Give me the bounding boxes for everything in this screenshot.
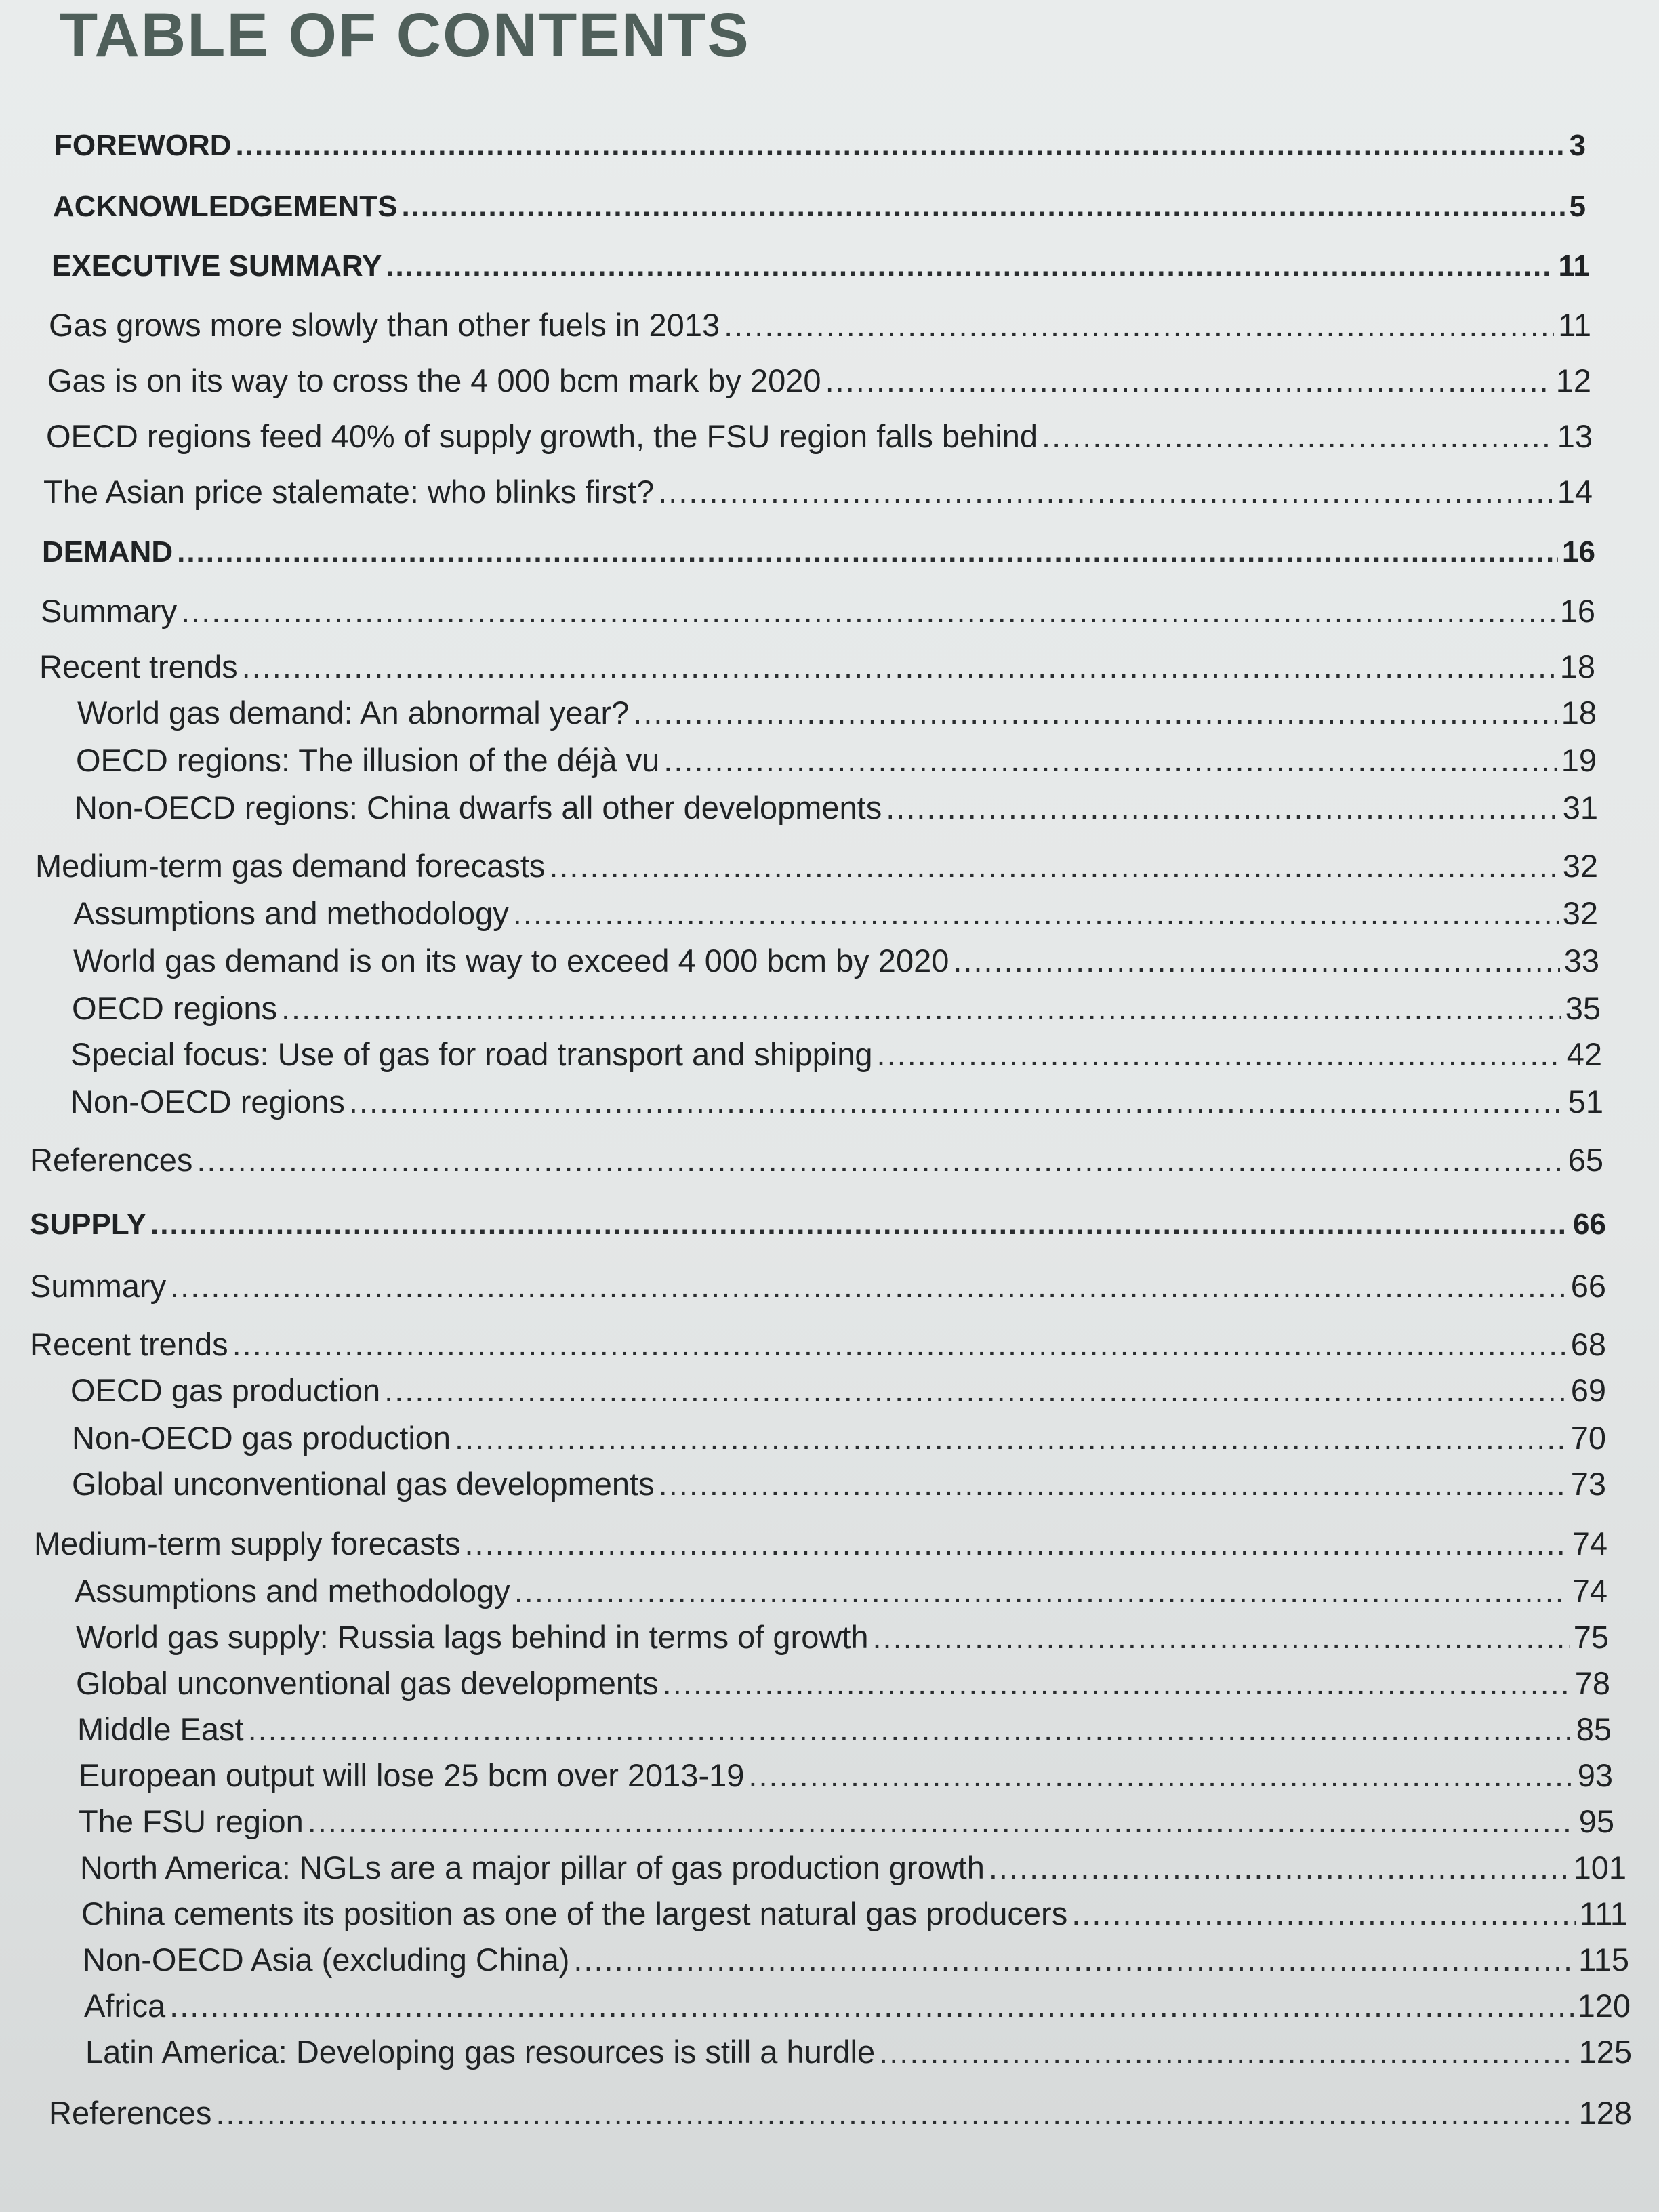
toc-entry[interactable] [70, 1036, 1602, 1083]
dot-leader [170, 1267, 1567, 1305]
toc-entry[interactable] [43, 473, 1593, 520]
toc-entry-page: 32 [1562, 895, 1598, 931]
toc-entry[interactable] [52, 249, 1590, 297]
dot-leader [177, 535, 1558, 569]
toc-entry-page: 69 [1570, 1372, 1606, 1408]
dot-leader [658, 473, 1553, 510]
toc-entry[interactable] [53, 190, 1586, 237]
toc-entry-page: 111 [1579, 1896, 1628, 1931]
toc-entry[interactable] [76, 741, 1597, 789]
toc-entry[interactable] [73, 942, 1599, 989]
toc-entry-page: 128 [1578, 2095, 1632, 2131]
toc-entry-page: 68 [1570, 1326, 1606, 1362]
toc-entry[interactable] [46, 417, 1593, 465]
toc-entry[interactable] [70, 1372, 1606, 1419]
toc-entry-page: 115 [1578, 1942, 1629, 1978]
toc-entry-label: ACKNOWLEDGEMENTS [53, 190, 398, 223]
toc-entry[interactable] [35, 847, 1598, 895]
toc-entry[interactable] [72, 989, 1601, 1037]
toc-entry-label: OECD regions feed 40% of supply growth, the FSU region falls behind [46, 418, 1038, 454]
dot-leader [308, 1803, 1575, 1840]
toc-entry-page: 74 [1572, 1525, 1607, 1561]
toc-entry[interactable] [81, 1895, 1628, 1942]
toc-entry-label: World gas supply: Russia lags behind in terms of growth [76, 1619, 869, 1655]
toc-entry[interactable] [42, 535, 1595, 583]
dot-leader [216, 2094, 1574, 2131]
toc-entry[interactable] [77, 1711, 1612, 1758]
dot-leader [633, 694, 1557, 731]
dot-leader [464, 1525, 1568, 1562]
toc-entry-page: 31 [1562, 790, 1598, 825]
dot-leader [663, 741, 1557, 779]
toc-entry-label: DEMAND [42, 535, 173, 569]
toc-entry-page: 16 [1562, 535, 1595, 569]
toc-entry-label: OECD gas production [70, 1372, 381, 1408]
toc-entry-page: 66 [1573, 1208, 1606, 1241]
dot-leader [877, 1036, 1563, 1073]
dot-leader [549, 847, 1558, 884]
toc-entry-page: 12 [1555, 363, 1591, 398]
toc-entry-page: 93 [1577, 1757, 1613, 1793]
toc-entry[interactable] [30, 1141, 1603, 1189]
toc-entry[interactable] [70, 1083, 1603, 1130]
toc-entry-page: 11 [1558, 249, 1590, 283]
toc-entry-page: 120 [1577, 1988, 1631, 2024]
toc-entry-page: 78 [1574, 1665, 1610, 1701]
toc-entry-page: 66 [1570, 1268, 1606, 1304]
toc-entry-page: 85 [1576, 1711, 1612, 1747]
toc-entry-label: World gas demand is on its way to exceed 4 000 bcm by 2020 [73, 943, 949, 979]
dot-leader [953, 942, 1559, 979]
toc-entry-page: 14 [1557, 474, 1593, 510]
dot-leader [989, 1849, 1570, 1886]
toc-entry-page: 11 [1558, 307, 1591, 343]
dot-leader [659, 1465, 1567, 1502]
toc-entry[interactable] [54, 129, 1586, 176]
toc-entry-label: Latin America: Developing gas resources is still a hurdle [85, 2034, 876, 2070]
toc-entry-page: 95 [1578, 1803, 1614, 1839]
toc-entry-page: 33 [1563, 943, 1599, 979]
toc-entry-label: The Asian price stalemate: who blinks first? [43, 474, 655, 510]
toc-entry[interactable] [80, 1849, 1626, 1896]
dot-leader [513, 895, 1559, 932]
dot-leader [514, 1572, 1568, 1610]
dot-leader [169, 1987, 1573, 2024]
dot-leader [455, 1419, 1567, 1456]
dot-leader [236, 129, 1565, 163]
toc-entry-label: The FSU region [79, 1803, 304, 1839]
toc-entry-label: Summary [41, 593, 178, 629]
toc-entry[interactable] [72, 1419, 1606, 1467]
toc-entry[interactable] [49, 2094, 1632, 2142]
toc-entry-page: 19 [1561, 742, 1597, 778]
dot-leader [197, 1141, 1563, 1179]
toc-entry[interactable] [75, 789, 1598, 836]
toc-entry-label: References [49, 2095, 212, 2131]
toc-entry-page: 3 [1569, 129, 1586, 162]
dot-leader [232, 1326, 1567, 1363]
toc-entry-label: Global unconventional gas developments [72, 1466, 655, 1502]
toc-entry-label: Middle East [77, 1711, 244, 1747]
toc-entry[interactable] [77, 694, 1597, 741]
toc-entry[interactable] [41, 592, 1595, 640]
dot-leader [872, 1618, 1569, 1656]
toc-entry-label: References [30, 1142, 193, 1178]
toc-entry-label: Summary [30, 1268, 167, 1304]
toc-entry-label: Gas is on its way to cross the 4 000 bcm mark by 2020 [47, 363, 821, 398]
toc-entry[interactable] [76, 1664, 1610, 1712]
toc-entry-page: 18 [1561, 695, 1597, 731]
toc-entry-label: European output will lose 25 bcm over 2013-19 [79, 1757, 745, 1793]
dot-leader [386, 249, 1554, 283]
toc-entry[interactable] [34, 1525, 1607, 1572]
toc-entry-label: North America: NGLs are a major pillar of gas production growth [80, 1849, 985, 1885]
dot-leader [886, 789, 1558, 826]
toc-entry-page: 65 [1568, 1142, 1603, 1178]
toc-entry-label: Recent trends [30, 1326, 228, 1362]
toc-entry-page: 74 [1572, 1573, 1607, 1609]
toc-entry-label: Non-OECD regions: China dwarfs all other developments [75, 790, 882, 825]
toc-entry-label: Recent trends [39, 649, 238, 684]
toc-entry[interactable] [75, 1572, 1607, 1620]
toc-entry-label: Africa [84, 1988, 166, 2024]
toc-entry-label: China cements its position as one of the largest natural gas producers [81, 1896, 1068, 1931]
page-title: TABLE OF CONTENTS [60, 1, 750, 70]
toc-entry[interactable] [73, 895, 1598, 942]
toc-entry-label: Global unconventional gas developments [76, 1665, 659, 1701]
toc-entry-page: 125 [1578, 2034, 1632, 2070]
dot-leader [401, 190, 1565, 224]
toc-entry-page: 5 [1569, 190, 1586, 223]
toc-entry[interactable] [83, 1941, 1629, 1988]
toc-entry[interactable] [39, 648, 1595, 695]
toc-entry[interactable] [84, 1987, 1631, 2034]
toc-entry-label: Non-OECD regions [70, 1084, 345, 1120]
dot-leader [879, 2033, 1574, 2070]
toc-entry[interactable] [72, 1465, 1606, 1513]
dot-leader [1071, 1895, 1575, 1932]
dot-leader [349, 1083, 1564, 1120]
toc-entry-page: 51 [1568, 1084, 1603, 1120]
toc-entry[interactable] [79, 1803, 1614, 1850]
toc-entry-label: Gas grows more slowly than other fuels in 2013 [49, 307, 720, 343]
toc-entry-label: Medium-term supply forecasts [34, 1525, 461, 1561]
toc-entry[interactable] [30, 1326, 1606, 1373]
toc-entry-label: OECD regions: The illusion of the déjà vu [76, 742, 660, 778]
dot-leader [248, 1711, 1572, 1748]
toc-entry[interactable] [47, 362, 1591, 409]
toc-entry[interactable] [85, 2033, 1632, 2081]
toc-entry-page: 35 [1565, 990, 1601, 1026]
toc-entry-label: OECD regions [72, 990, 277, 1026]
dot-leader [825, 362, 1552, 399]
toc-entry-label: Special focus: Use of gas for road transport and shipping [70, 1036, 873, 1072]
toc-entry[interactable] [49, 306, 1591, 354]
toc-entry[interactable] [79, 1757, 1613, 1804]
toc-entry[interactable] [30, 1208, 1606, 1255]
dot-leader [724, 306, 1554, 344]
dot-leader [150, 1208, 1569, 1242]
toc-entry-label: Medium-term gas demand forecasts [35, 848, 546, 884]
dot-leader [573, 1941, 1574, 1978]
dot-leader [748, 1757, 1573, 1794]
toc-entry-label: EXECUTIVE SUMMARY [52, 249, 382, 283]
toc-entry-label: Assumptions and methodology [75, 1573, 510, 1609]
dot-leader [281, 989, 1561, 1027]
toc-entry-label: SUPPLY [30, 1208, 147, 1241]
toc-entry-page: 18 [1559, 649, 1595, 684]
toc-entry-label: Non-OECD Asia (excluding China) [83, 1942, 570, 1978]
toc-entry-page: 13 [1557, 418, 1593, 454]
dot-leader [181, 592, 1556, 630]
toc-entry-page: 32 [1562, 848, 1598, 884]
toc-entry-page: 42 [1566, 1036, 1602, 1072]
toc-entry-page: 101 [1573, 1849, 1626, 1885]
toc-entry-label: FOREWORD [54, 129, 232, 162]
dot-leader [384, 1372, 1567, 1409]
dot-leader [663, 1664, 1571, 1702]
toc-entry[interactable] [76, 1618, 1609, 1666]
toc-entry-page: 73 [1570, 1466, 1606, 1502]
toc-entry-page: 70 [1570, 1420, 1606, 1456]
toc-entry-page: 16 [1559, 593, 1595, 629]
dot-leader [242, 648, 1556, 685]
dot-leader [1042, 417, 1553, 455]
toc-entry-page: 75 [1573, 1619, 1609, 1655]
toc-entry-label: Non-OECD gas production [72, 1420, 451, 1456]
toc-entry-label: Assumptions and methodology [73, 895, 509, 931]
toc-entry-label: World gas demand: An abnormal year? [77, 695, 630, 731]
toc-entry[interactable] [30, 1267, 1606, 1315]
